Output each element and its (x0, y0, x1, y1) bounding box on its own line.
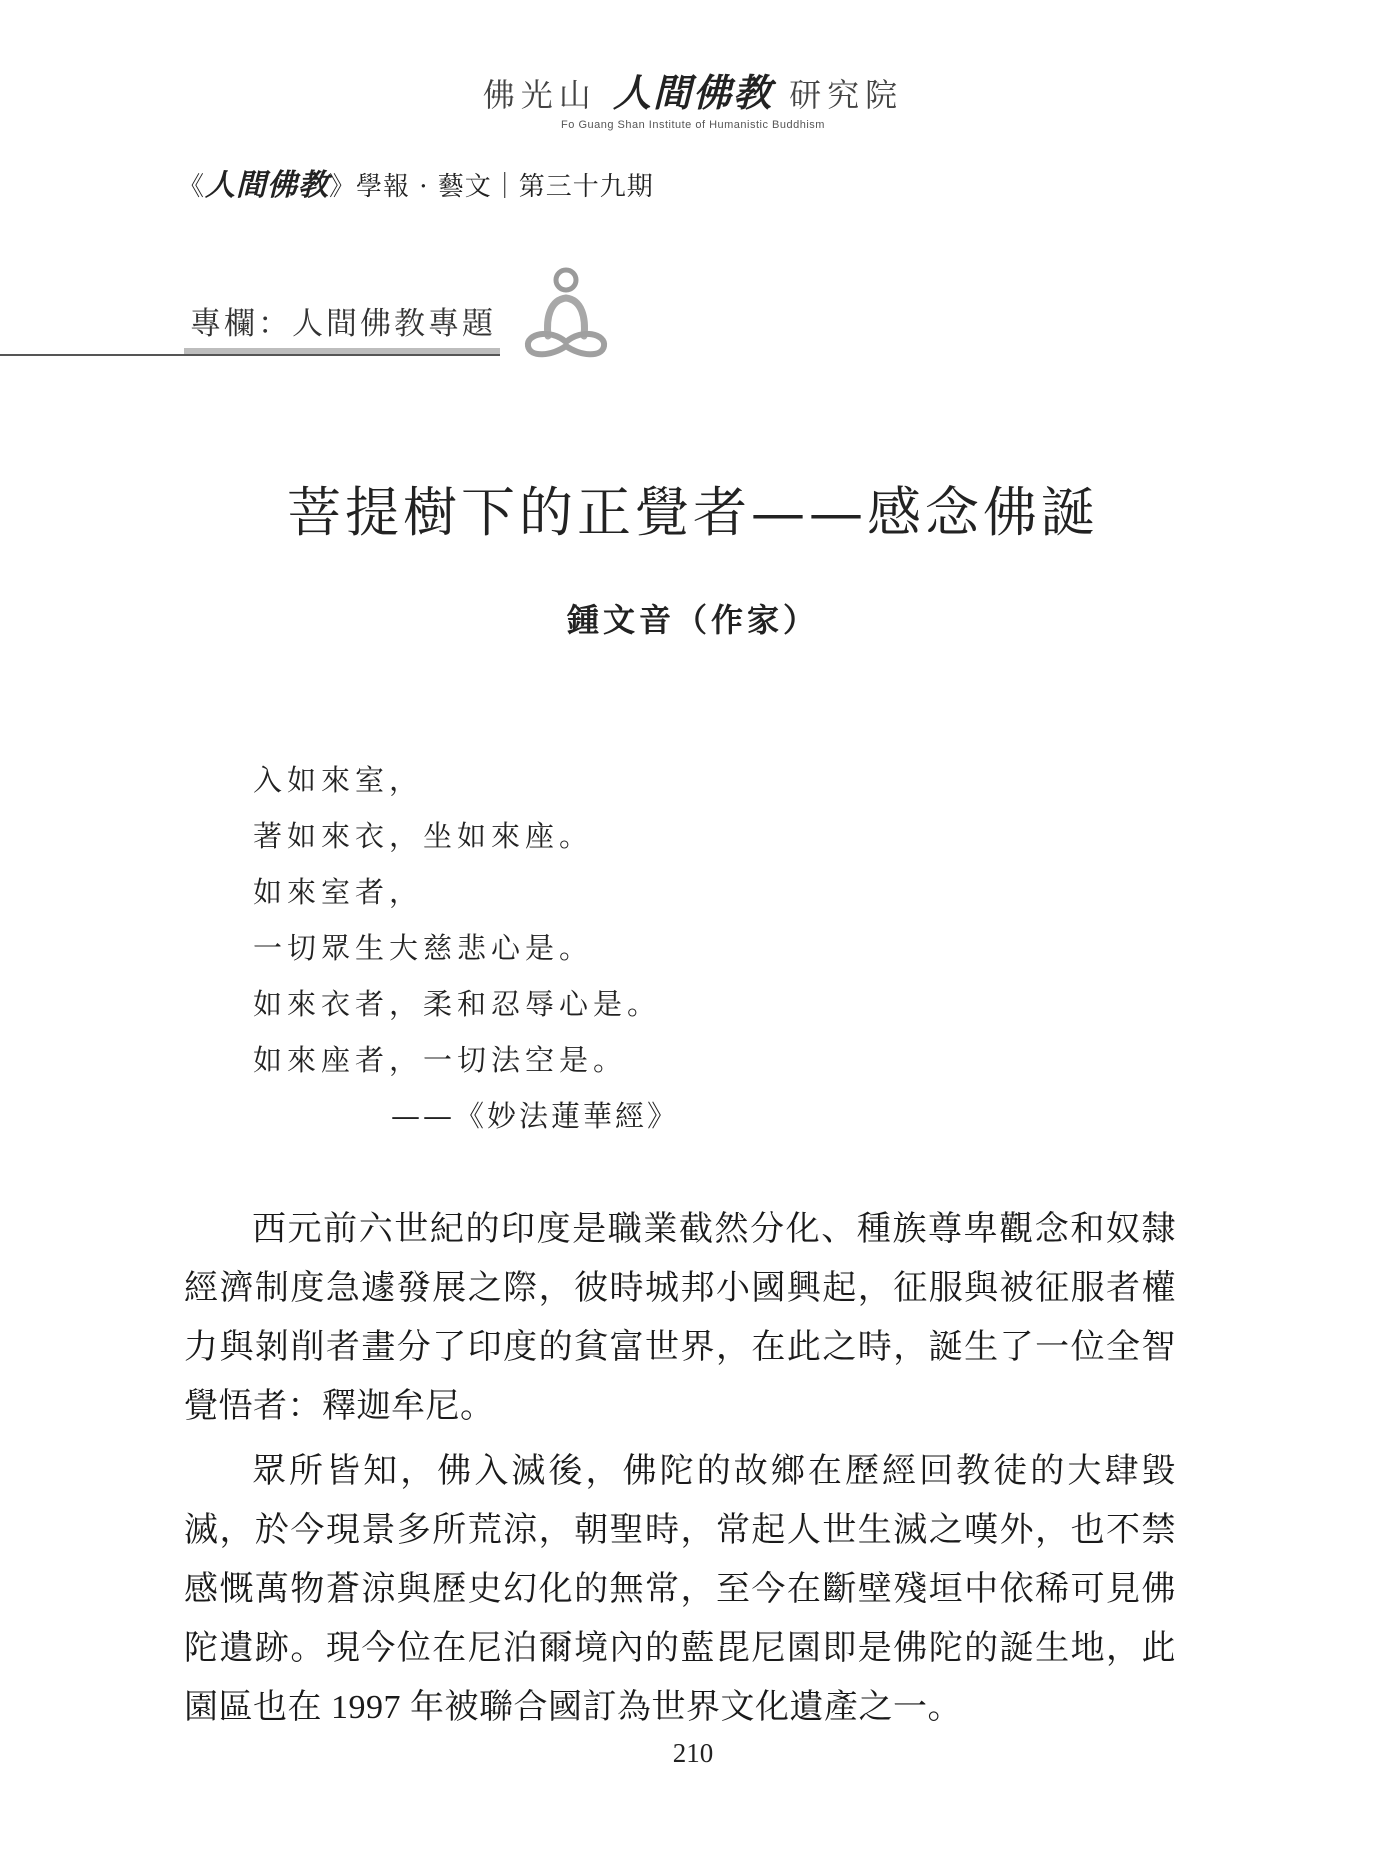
page-number: 210 (672, 1738, 714, 1768)
article-body (184, 1200, 1176, 1737)
institute-suffix: 研究院 (789, 76, 904, 114)
sutra-line: 如來室者， (253, 875, 424, 909)
institute-brand: 人間佛教 (612, 71, 773, 115)
journal-brand: 人間佛教 (205, 168, 330, 203)
institute-english-name: Fo Guang Shan Institute of Humanistic Buddhism (561, 119, 825, 131)
sutra-quote (253, 752, 679, 1144)
article-title: 菩提樹下的正覺者——感念佛誕 (287, 481, 1099, 544)
journal-open-bracket: 《 (178, 172, 206, 202)
institute-prefix: 佛光山 (482, 76, 597, 114)
column-label: 專欄：人間佛教專題 (190, 306, 496, 342)
journal-issue-text: 》學報 · 藝文｜第三十九期 (329, 172, 654, 202)
institute-header (0, 62, 1386, 131)
institute-name (0, 62, 1386, 117)
sutra-source: ——《妙法蓮華經》 (391, 1099, 680, 1133)
meditating-figure-icon (520, 266, 612, 364)
sutra-line: 入如來室， (253, 763, 424, 797)
sutra-line: 一切眾生大慈悲心是。 (253, 931, 594, 965)
sutra-line: 著如來衣，坐如來座。 (253, 819, 594, 853)
article-author: 鍾文音（作家） (566, 601, 819, 639)
sutra-line: 如來衣者，柔和忍辱心是。 (253, 987, 662, 1021)
journal-issue-line (178, 160, 654, 204)
body-paragraph: 西元前六世紀的印度是職業截然分化、種族尊卑觀念和奴隸經濟制度急遽發展之際，彼時城邦小國興起，征服與被征服者權力與剝削者畫分了印度的貧富世界，在此之時，誕生了一位全智覺悟者：釋迦牟尼。 (184, 1211, 1176, 1425)
column-divider (0, 354, 500, 356)
body-paragraph: 眾所皆知，佛入滅後，佛陀的故鄉在歷經回教徒的大肆毀滅，於今現景多所荒涼，朝聖時，常起人世生滅之嘆外，也不禁感慨萬物蒼涼與歷史幻化的無常，至今在斷壁殘垣中依稀可見佛陀遺跡。現今位在尼泊爾境內的藍毘尼園即是佛陀的誕生地，此園區也在 1997 年被聯合國訂為世界文化遺產之一。 (184, 1453, 1176, 1726)
sutra-line: 如來座者，一切法空是。 (253, 1043, 628, 1077)
